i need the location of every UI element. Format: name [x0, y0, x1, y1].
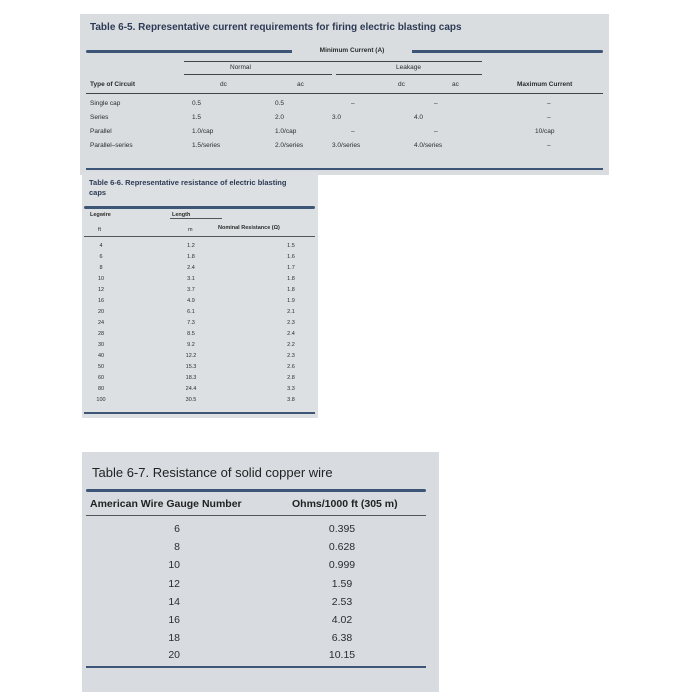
col-length: Length	[172, 212, 191, 218]
table-row	[82, 397, 318, 408]
cell-resistance: 1.7	[287, 265, 295, 271]
col-leakage-ac: ac	[452, 81, 459, 88]
cell-resistance: 2.1	[287, 309, 295, 315]
cell-m: 1.2	[187, 243, 195, 249]
header-rule	[84, 236, 315, 237]
table-row	[82, 541, 439, 559]
cell-ft: 80	[97, 386, 105, 392]
table-row	[82, 353, 318, 364]
table-row	[82, 364, 318, 375]
table-row	[82, 614, 439, 632]
cell-resistance: 1.5	[287, 243, 295, 249]
table-row	[82, 386, 318, 397]
cell-type: Series	[90, 114, 109, 121]
length-rule	[170, 218, 222, 219]
cell-resistance: 1.9	[287, 298, 295, 304]
cell-gauge: 18	[168, 632, 180, 644]
cell-leakage-dc: –	[351, 128, 355, 135]
cell-maximum: –	[547, 100, 551, 107]
table-caption: Table 6-7. Resistance of solid copper wire	[92, 465, 333, 480]
leakage-rule	[336, 74, 482, 75]
cell-normal-ac: 2.0/series	[275, 142, 304, 149]
cell-type: Parallel	[90, 128, 112, 135]
cell-normal-ac: 2.0	[275, 114, 285, 121]
cell-m: 15.3	[185, 364, 197, 370]
cell-resistance: 2.6	[287, 364, 295, 370]
cell-m: 12.2	[185, 353, 197, 359]
cell-ft: 10	[97, 276, 105, 282]
table-row	[86, 100, 603, 112]
table-6-5	[80, 14, 609, 175]
table-row	[82, 276, 318, 287]
cell-ohms: 0.628	[328, 541, 356, 553]
cell-ft: 8	[99, 265, 103, 271]
cell-gauge: 8	[174, 541, 180, 553]
table-row	[86, 142, 603, 154]
cell-ft: 30	[97, 342, 105, 348]
cell-m: 4.9	[187, 298, 195, 304]
minimum-rule	[184, 61, 482, 62]
cell-gauge: 16	[168, 614, 180, 626]
cell-normal-ac: 0.5	[275, 100, 285, 107]
cell-resistance: 2.4	[287, 331, 295, 337]
table-row	[82, 578, 439, 596]
header-rule	[86, 515, 426, 516]
cell-leakage-ac: 4.0/series	[414, 142, 443, 149]
cell-leakage-dc: –	[351, 100, 355, 107]
cell-ohms: 0.999	[328, 559, 356, 571]
cell-m: 24.4	[185, 386, 197, 392]
cell-ft: 16	[97, 298, 105, 304]
table-row	[82, 375, 318, 386]
bottom-rule	[84, 412, 315, 414]
cell-leakage-ac: –	[434, 128, 438, 135]
bottom-rule	[86, 666, 426, 668]
table-row	[86, 114, 603, 126]
cell-ft: 24	[97, 320, 105, 326]
leakage-header: Leakage	[396, 64, 421, 71]
minimum-current-header: Minimum Current (A)	[292, 47, 412, 54]
cell-gauge: 10	[168, 559, 180, 571]
table-row	[82, 331, 318, 342]
cell-normal-dc: 1.5/series	[192, 142, 221, 149]
table-row	[82, 287, 318, 298]
cell-type: Single cap	[90, 100, 121, 107]
table-row	[82, 309, 318, 320]
normal-rule	[184, 74, 332, 75]
table-caption: Table 6-5. Representative current requirements for firing electric blasting caps	[90, 22, 462, 33]
col-wire-gauge: American Wire Gauge Number	[90, 498, 242, 510]
cell-gauge: 12	[168, 578, 180, 590]
cell-ft: 4	[99, 243, 103, 249]
cell-gauge: 14	[168, 596, 180, 608]
cell-resistance: 1.6	[287, 254, 295, 260]
table-row	[82, 632, 439, 650]
cell-normal-dc: 1.5	[192, 114, 202, 121]
cell-resistance: 3.3	[287, 386, 295, 392]
cell-ft: 28	[97, 331, 105, 337]
table-row	[82, 265, 318, 276]
cell-normal-dc: 1.0/cap	[192, 128, 214, 135]
cell-m: 8.5	[187, 331, 195, 337]
cell-leakage-ac: –	[434, 100, 438, 107]
cell-m: 9.2	[187, 342, 195, 348]
cell-gauge: 20	[168, 649, 180, 661]
cell-ohms: 1.59	[331, 578, 353, 590]
cell-m: 1.8	[187, 254, 195, 260]
cell-ft: 12	[97, 287, 105, 293]
cell-ohms: 6.38	[331, 632, 353, 644]
cell-m: 6.1	[187, 309, 195, 315]
cell-resistance: 2.3	[287, 320, 295, 326]
top-rule	[84, 206, 315, 209]
cell-ft: 40	[97, 353, 105, 359]
table-row	[82, 320, 318, 331]
table-row	[82, 342, 318, 353]
col-type-of-circuit: Type of Circuit	[90, 81, 136, 88]
cell-ohms: 2.53	[331, 596, 353, 608]
cell-ft: 60	[97, 375, 105, 381]
cell-m: 3.7	[187, 287, 195, 293]
col-maximum-current: Maximum Current	[517, 81, 573, 88]
cell-resistance: 2.3	[287, 353, 295, 359]
col-nominal-resistance: Nominal Resistance (Ω)	[218, 225, 280, 231]
bottom-rule	[86, 168, 603, 170]
top-rule	[86, 489, 426, 492]
table-6-7	[82, 452, 439, 692]
cell-leakage-dc: 3.0	[332, 114, 342, 121]
cell-maximum: –	[547, 142, 551, 149]
cell-normal-ac: 1.0/cap	[275, 128, 297, 135]
cell-ft: 20	[97, 309, 105, 315]
table-row	[82, 298, 318, 309]
unit-m: m	[188, 227, 193, 233]
cell-maximum: 10/cap	[535, 128, 555, 135]
col-ohms: Ohms/1000 ft (305 m)	[292, 498, 398, 510]
cell-m: 7.3	[187, 320, 195, 326]
cell-leakage-ac: 4.0	[414, 114, 424, 121]
col-legwire: Legwire	[90, 212, 111, 218]
table-row	[86, 128, 603, 140]
col-normal-dc: dc	[220, 81, 227, 88]
cell-normal-dc: 0.5	[192, 100, 202, 107]
cell-ft: 50	[97, 364, 105, 370]
cell-m: 30.5	[185, 397, 197, 403]
table-row	[82, 243, 318, 254]
cell-ft: 6	[99, 254, 103, 260]
table-row	[82, 596, 439, 614]
cell-ft: 100	[96, 397, 106, 403]
table-6-6	[82, 172, 318, 418]
header-rule	[86, 93, 603, 94]
cell-ohms: 4.02	[331, 614, 353, 626]
unit-ft: ft	[98, 227, 102, 233]
cell-resistance: 3.8	[287, 397, 295, 403]
table-caption: Table 6-6. Representative resistance of electric blasting caps	[89, 178, 287, 197]
cell-maximum: –	[547, 114, 551, 121]
cell-m: 3.1	[187, 276, 195, 282]
cell-resistance: 1.8	[287, 276, 295, 282]
table-row	[82, 523, 439, 541]
table-row	[82, 254, 318, 265]
col-leakage-dc: dc	[398, 81, 405, 88]
cell-type: Parallel–series	[90, 142, 133, 149]
cell-ohms: 10.15	[328, 649, 356, 661]
table-row	[82, 559, 439, 577]
cell-leakage-dc: 3.0/series	[332, 142, 361, 149]
cell-m: 18.3	[185, 375, 197, 381]
cell-gauge: 6	[174, 523, 180, 535]
col-normal-ac: ac	[297, 81, 304, 88]
cell-ohms: 0.395	[328, 523, 356, 535]
cell-m: 2.4	[187, 265, 195, 271]
cell-resistance: 2.2	[287, 342, 295, 348]
normal-header: Normal	[230, 64, 251, 71]
cell-resistance: 2.8	[287, 375, 295, 381]
table-row	[82, 649, 439, 667]
cell-resistance: 1.8	[287, 287, 295, 293]
